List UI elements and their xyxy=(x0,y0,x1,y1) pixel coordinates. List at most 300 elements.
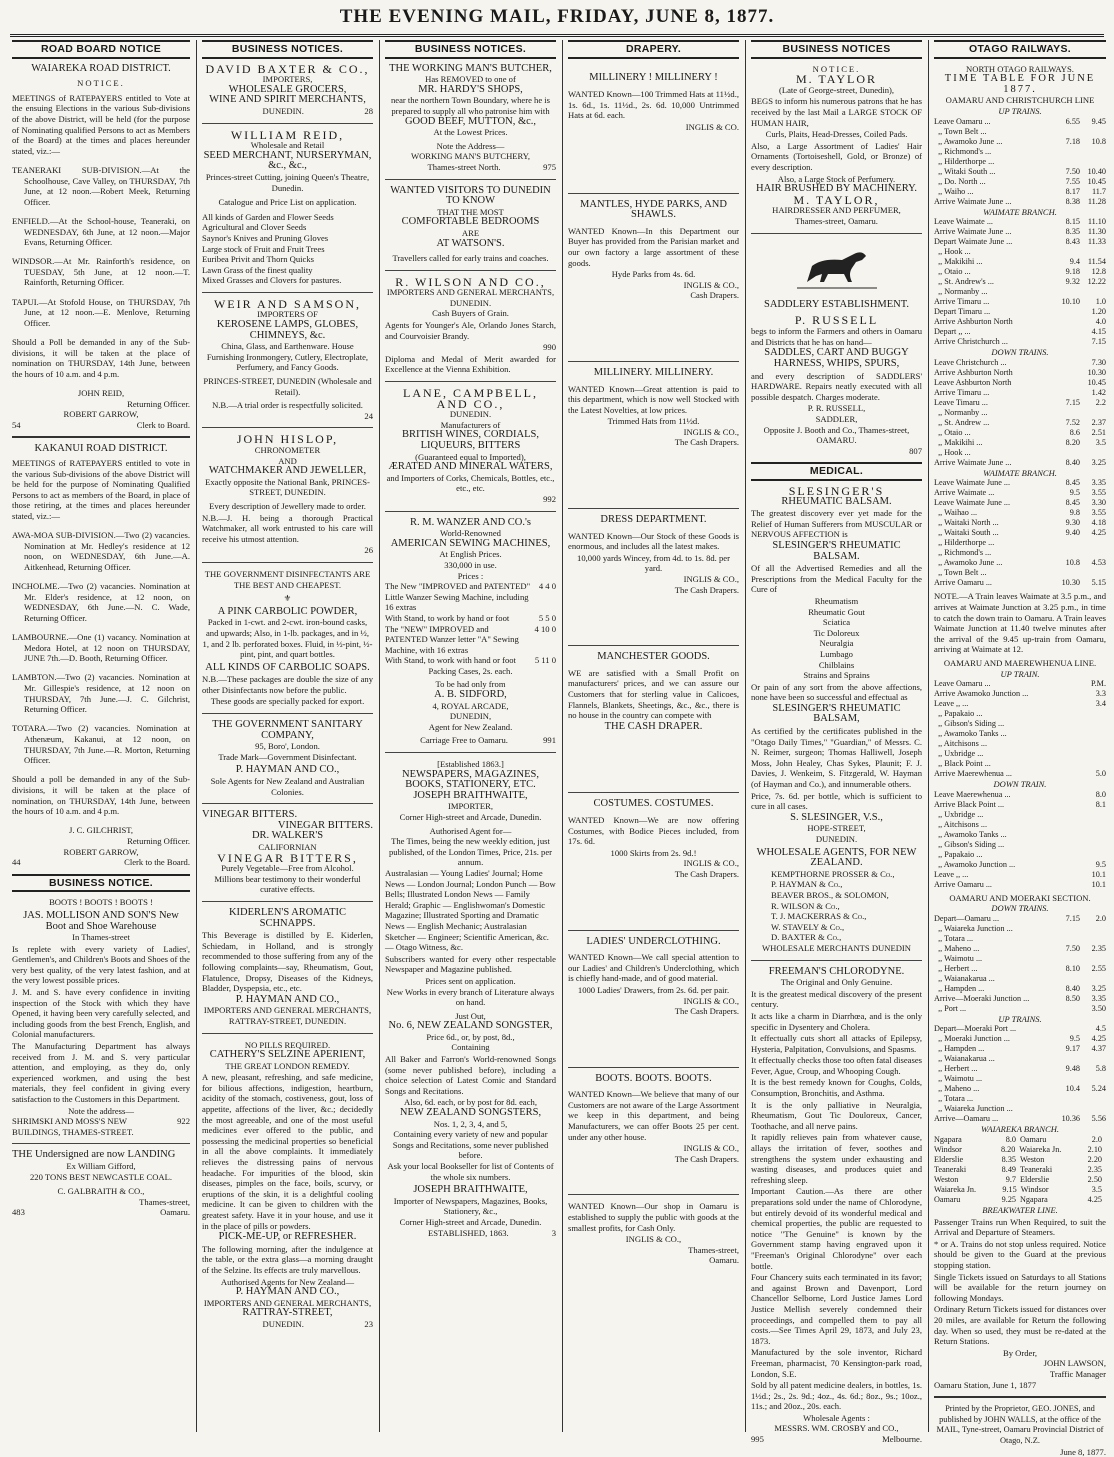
ad-line: IMPORTERS, xyxy=(262,74,313,85)
ad-line: VINEGAR BITTERS, xyxy=(217,850,358,865)
ad-address: Note the address— xyxy=(68,1105,134,1116)
train-time: Weston xyxy=(1020,1155,1045,1165)
notice-item: AWA-MOA SUB-DIVISION.—Two (2) vacancies. Nomination at Mr. Hedley's residence at 12 noon, on WEDNESDAY, 6th June.—A. Aitkenhead, Returning Officer. xyxy=(12,530,190,572)
ad-body: WANTED Known—In this Department our Buyer has provided from the Parisian market and our own factory a large assortment of these goods. xyxy=(568,225,739,268)
train-time: 9.30 xyxy=(1065,518,1080,528)
section-header: BUSINESS NOTICES. xyxy=(385,40,556,59)
ad-boots xyxy=(568,1074,739,1165)
train-time: 10.30 xyxy=(1087,367,1106,377)
train-time: 8.43 xyxy=(1065,237,1080,247)
ad-title: THE WORKING MAN'S BUTCHER, xyxy=(389,62,552,74)
signature-title: Returning Officer. xyxy=(127,835,190,846)
train-time: 5.0 xyxy=(1095,769,1106,779)
ad-body: Important Caution.—As there are other preparations sold under the name of Chlorodyne, but entirely devoid of its wonderful medical and chemical properties, the public are requested to notice "The Genuine" is known by the Government stamp having engraved upon it "Freeman's Original Chlorodyne" over each bottle. xyxy=(751,1186,922,1271)
train-time xyxy=(1054,378,1080,388)
train-time: 9.17 xyxy=(1065,1044,1080,1054)
timetable-row xyxy=(934,297,1106,307)
train-time: 9.32 xyxy=(1065,277,1080,287)
ad-title: DAVID BAXTER & CO., xyxy=(205,61,370,76)
train-time xyxy=(1054,1004,1080,1014)
station-name: ,, Uxbridge ... xyxy=(934,749,984,759)
timetable-row xyxy=(934,840,1106,850)
train-time: 4.25 xyxy=(1091,1034,1106,1044)
ad-signature: THE CASH DRAPER. xyxy=(604,720,703,732)
timetable-direction: UP TRAINS. xyxy=(998,1013,1042,1024)
ad-address: Opposite J. Booth and Co., Thames-street, OAMARU. xyxy=(763,424,910,446)
ad-signature: INGLIS & CO., xyxy=(683,1143,739,1154)
ad-signature: INGLIS & CO., xyxy=(683,995,739,1006)
timetable-row xyxy=(934,518,1106,528)
ad-body: As certified by the certificates published in the "Otago Daily Times," "Guardian," of Messrs. C. N. Reimer, surgeon; Thomas Halliwell, Joseph Moss, John Healey, Chas Sykes, Plaunit; F. J. Davies, J. Wenkeim, S. Fitzgerald, W. Hayman (of Hayman and Co.), and innumerable others. xyxy=(751,726,922,790)
timetable-row xyxy=(934,568,1106,578)
station-name: Leave Oamaru ... xyxy=(934,679,991,689)
ad-title: MILLINERY ! MILLINERY ! xyxy=(589,71,718,83)
train-time xyxy=(1054,538,1080,548)
station-name: Oamaru xyxy=(934,1195,961,1205)
ad-mantles xyxy=(568,200,739,301)
ad-line: Cash Buyers of Grain. xyxy=(432,308,509,319)
ad-line: Hyde Parks from 4s. 6d. xyxy=(611,269,696,280)
ad-list: All kinds of Garden and Flower Seeds Agricultural and Clover Seeds Saynor's Knives and Pruning Gloves Large stock of Fruit and Fruit Trees Euribea Privit and Thorn Quicks Lawn Grass of the finest quality Mixed Grasses and Clovers for pastures. xyxy=(202,211,342,286)
ad-signature: C. GALBRAITH & CO., xyxy=(57,1186,145,1197)
ad-galbraith xyxy=(12,1150,190,1218)
divider xyxy=(751,960,922,961)
ad-line: Millions bear testimony to their wonderful curative effects. xyxy=(214,873,361,895)
station-name: ,, Hampden ... xyxy=(934,1044,985,1054)
timetable-note: NOTE.—A Train leaves Waimate at 3.5 p.m., and arrives at Waimate Junction at 3.25 p.m., in time to catch the down train to Oamaru. A Train leaves Waimate Junction at 11.40 twelve minutes after the arrival of the 9.45 up-train from Oamaru, arriving at Waimate at 12. xyxy=(934,591,1106,655)
ad-number: 922 xyxy=(177,1116,190,1127)
ad-line: WHOLESALE MERCHANTS DUNEDIN xyxy=(762,942,911,953)
timetable-row xyxy=(934,1175,1106,1185)
section-header: BUSINESS NOTICE. xyxy=(12,874,190,893)
timetable-row xyxy=(934,729,1106,739)
train-time: 10.36 xyxy=(1061,1114,1080,1124)
station-name: ,, Hook ... xyxy=(934,447,971,457)
section-header: ROAD BOARD NOTICE xyxy=(12,40,190,59)
ad-line: WATCHMAKER AND JEWELLER, xyxy=(208,465,367,477)
timetable-row xyxy=(934,924,1106,934)
train-time: 11.7 xyxy=(1091,186,1106,196)
train-time: 8.0 xyxy=(1005,1135,1016,1145)
timetable-subtitle: NORTH OTAGO RAILWAYS. xyxy=(966,63,1074,74)
train-time xyxy=(1054,368,1080,378)
ad-line: To be had only from xyxy=(435,679,506,690)
ad-title: DRESS DEPARTMENT. xyxy=(600,514,707,526)
divider xyxy=(385,179,556,180)
station-name: Arrive Oamaru ... xyxy=(934,879,992,889)
train-time xyxy=(1054,157,1080,167)
timetable-row xyxy=(934,257,1106,267)
ad-signature: S. SLESINGER, V.S., xyxy=(790,811,883,823)
ad-signature: P. R. RUSSELL, xyxy=(807,403,866,414)
train-time xyxy=(1080,934,1106,944)
timetable-row xyxy=(934,860,1106,870)
ad-body: Or pain of any sort from the above affections, none have been so successful and effectual as xyxy=(751,681,922,703)
ad-line: (Guaranteed equal to Imported), xyxy=(415,451,526,462)
train-time: 7.30 xyxy=(1091,357,1106,367)
timetable-row xyxy=(934,508,1106,518)
station-name: ,, St. Andrew's ... xyxy=(934,277,994,287)
ad-line: SADDLER, xyxy=(815,414,858,425)
divider xyxy=(202,901,373,902)
timetable-row xyxy=(934,247,1106,257)
train-time xyxy=(1054,388,1080,398)
ad-line: WHOLESALE AGENTS, FOR NEW ZEALAND. xyxy=(756,846,917,869)
station-name: Depart—Moeraki Port ... xyxy=(934,1024,1017,1034)
ad-slesinger xyxy=(751,486,922,954)
notice-title: NOTICE. xyxy=(77,78,125,89)
timetable-row xyxy=(934,538,1106,548)
ad-line: BRITISH WINES, CORDIALS, LIQUEURS, BITTERS xyxy=(402,429,539,451)
ad-line: AMERICAN SEWING MACHINES, xyxy=(390,537,551,549)
ad-line: GOOD BEEF, MUTTON, &c., xyxy=(404,115,537,127)
timetable-row xyxy=(934,1155,1106,1165)
timetable-row xyxy=(934,157,1106,167)
timetable-row xyxy=(934,117,1106,127)
column-drapery xyxy=(568,40,739,1432)
ad-title: CATHERY'S SELZINE APERIENT, xyxy=(209,1049,366,1061)
station-name: ,, Richmond's ... xyxy=(934,548,992,558)
station-name: Arrive Timaru ... xyxy=(934,387,990,397)
ad-cathery xyxy=(202,1040,373,1330)
column-rule xyxy=(196,40,197,1432)
ad-millinery xyxy=(568,73,739,133)
train-time: 3.55 xyxy=(1091,508,1106,518)
ad-manchester xyxy=(568,652,739,732)
train-time: 11.33 xyxy=(1087,237,1106,247)
timetable-note: Passenger Trains run When Required, to suit the Arrival and Departure of Steamers. xyxy=(934,1216,1106,1238)
station-name: ,, Waianakarua ... xyxy=(934,1054,995,1064)
train-time xyxy=(1080,749,1106,759)
ad-line: Princes-street Cutting, joining Queen's Theatre, Dunedin. xyxy=(205,171,370,193)
train-time: 1.20 xyxy=(1091,307,1106,317)
station-name: ,, Moeraki Junction ... xyxy=(934,1034,1010,1044)
train-time xyxy=(1054,1104,1080,1114)
train-time xyxy=(1080,830,1106,840)
ad-body: and every description of SADDLERS' HARDWARE. Repairs neatly executed with all possible despatch. Charges moderate. xyxy=(751,370,922,402)
ad-line: IMPORTERS AND GENERAL MERCHANTS, xyxy=(386,287,555,298)
train-time: Ngapara xyxy=(1020,1195,1048,1205)
train-time: 10.45 xyxy=(1087,176,1106,186)
section-header: BUSINESS NOTICES xyxy=(751,40,922,59)
ad-line: [Established 1863.] xyxy=(437,759,504,770)
train-time: 8.17 xyxy=(1065,186,1080,196)
timetable-row xyxy=(934,790,1106,800)
timetable-row xyxy=(934,458,1106,468)
poll-text: Should a Poll be demanded in any of the Sub-divisions, it will be taken at the place of nomination on THURSDAY, 14th June, between the hours of 10 a.m. and 4 p.m. xyxy=(12,337,190,379)
timetable-table xyxy=(934,117,1106,207)
ad-title: VINEGAR BITTERS. xyxy=(202,809,298,821)
ad-body: WANTED Known—100 Trimmed Hats at 11½d., 1s. 6d., 1s. 11½d., 2s. 6d. 10,000 Untrimmed Hats at 6d. each. xyxy=(568,89,739,121)
timetable-row xyxy=(934,388,1106,398)
train-time: 9.48 xyxy=(1065,1064,1080,1074)
timetable-row xyxy=(934,267,1106,277)
ad-body: J. M. and S. have every confidence in inviting inspection of the Stock with which they have Opened, it having been very carefully selected, and including goods from the best French, English, and Colonial manufacturers. xyxy=(12,987,190,1040)
train-time xyxy=(1080,759,1106,769)
ad-address: SHRIMSKI AND MOSS'S NEW BUILDINGS, THAMES-STREET. xyxy=(12,1116,134,1137)
station-name: Elderslie xyxy=(934,1155,964,1165)
timetable-direction: WAIMATE BRANCH. xyxy=(983,206,1057,217)
ad-line: Prices : xyxy=(457,570,484,581)
ad-baxter xyxy=(202,61,373,117)
timetable-direction: DOWN TRAIN. xyxy=(993,779,1047,790)
ad-line: Importer of Newspapers, Magazines, Books, Stationery, &c., xyxy=(393,1195,548,1217)
timetable-table xyxy=(934,217,1106,347)
ad-headline: BOOTS ! BOOTS ! BOOTS ! xyxy=(49,897,153,908)
district-title: WAIAREKA ROAD DISTRICT. xyxy=(31,62,171,74)
ad-line: Trade Mark—Government Disinfectant. xyxy=(218,751,357,762)
timetable-row xyxy=(934,820,1106,830)
station-name: ,, Waimotu ... xyxy=(934,953,983,963)
timetable-row xyxy=(934,739,1106,749)
ad-line: SEED MERCHANT, NURSERYMAN, &c., &c., xyxy=(203,149,372,172)
ad-title: WEIR AND SAMSON, xyxy=(213,296,361,311)
train-time: 8.0 xyxy=(1095,789,1106,799)
ad-line: The Cash Drapers. xyxy=(674,584,739,595)
station-name: Depart Waimate June ... xyxy=(934,237,1013,247)
timetable-direction: UP TRAINS. xyxy=(998,105,1042,116)
train-time: 4.0 xyxy=(1095,317,1106,327)
divider xyxy=(385,270,556,271)
ad-mollison xyxy=(12,911,190,1137)
station-name: ,, Waianakarua ... xyxy=(934,973,995,983)
timetable-row xyxy=(934,337,1106,347)
notice-intro: MEETINGS of RATEPAYERS entitled to vote in the various Sub-divisions of the above District will be held for the purpose of Nominating Qualified Persons to act as members of the Board, in place of those retiring, at the times and places hereunder stated, viz.:— xyxy=(12,457,190,521)
ad-address: Corner High-street and Arcade, Dunedin. xyxy=(399,812,542,822)
price-value: 4 10 0 xyxy=(534,623,556,634)
station-name: Weston xyxy=(934,1175,959,1185)
train-time xyxy=(1080,408,1106,418)
divider xyxy=(568,193,739,194)
station-name: ,, Port ... xyxy=(934,1003,967,1013)
timetable-row xyxy=(934,317,1106,327)
train-time xyxy=(1080,840,1106,850)
ad-wanzer xyxy=(385,518,556,746)
ad-address: DUNEDIN. xyxy=(262,1318,304,1329)
train-time: 10.10 xyxy=(1061,297,1080,307)
station-name: ,, Gibson's Siding ... xyxy=(934,839,1005,849)
ad-line: The Cash Drapers. xyxy=(674,1006,739,1017)
train-time xyxy=(1054,568,1080,578)
divider xyxy=(202,713,373,714)
divider xyxy=(202,427,373,428)
timetable-row xyxy=(934,1165,1106,1175)
station-name: ,, Papakaio ... xyxy=(934,709,983,719)
price-item: The "NEW" IMPROVED and PATENTED Wanzer letter "A" Sewing Machine, with 16 extras xyxy=(385,623,519,655)
ad-body: WANTED Known—We call special attention to our Ladies' and Children's Underclothing, which is chiefly hand-made, and of good material. xyxy=(568,952,739,984)
train-time xyxy=(1080,719,1106,729)
ad-address: Thames-street, xyxy=(139,1196,190,1207)
train-time xyxy=(1080,974,1106,984)
ad-line: THE GREAT LONDON REMEDY. xyxy=(225,1060,350,1071)
ad-line: 330,000 in use. xyxy=(444,559,497,570)
ad-russell xyxy=(751,240,922,457)
ad-subtitle: In Thames-street xyxy=(72,932,130,943)
train-time xyxy=(1054,247,1080,257)
station-name: ,, Witaki South ... xyxy=(934,166,996,176)
notice-item: ENFIELD.—At the School-house, Teaneraki, on WEDNESDAY, 6th June, at 12 noon.—Major Evans, Returning Officer. xyxy=(12,215,190,248)
train-time xyxy=(1080,1074,1106,1084)
ad-line: Containing xyxy=(451,1042,490,1053)
timetable-line: OAMARU AND CHRISTCHURCH LINE xyxy=(945,95,1095,106)
ad-line: The Cash Drapers. xyxy=(674,868,739,879)
station-name: Ngapara xyxy=(934,1135,962,1145)
ad-butcher xyxy=(385,64,556,173)
ad-address: DUNEDIN. xyxy=(449,409,492,420)
train-time: 10.8 xyxy=(1065,558,1080,568)
ad-body: It is the only palliative in Neuralgia, Rheumatism, Gout Tic Douloreux, Cancer, Toothache, and all nerve pains. xyxy=(751,1099,922,1131)
train-time: 10.30 xyxy=(1061,578,1080,588)
timetable-row xyxy=(934,177,1106,187)
ad-line: 10,000 yards Wincey, from 4d. to 1s. 8d. per yard. xyxy=(577,552,730,574)
timetable-row xyxy=(934,277,1106,287)
timetable-table xyxy=(934,1024,1106,1124)
train-time: 10.4 xyxy=(1065,1084,1080,1094)
timetable-row xyxy=(934,418,1106,428)
timetable-row xyxy=(934,1104,1106,1114)
ad-line: Authorised Agents for New Zealand— xyxy=(220,1276,355,1287)
train-time xyxy=(1054,307,1080,317)
ad-line: Nos. 1, 2, 3, 4, and 5, xyxy=(433,1118,508,1129)
ad-line: MR. HARDY'S SHOPS, xyxy=(418,83,523,95)
train-time: 5.15 xyxy=(1091,578,1106,588)
ad-line: SLESINGER'S RHEUMATIC BALSAM, xyxy=(772,702,901,725)
ad-body: All Baker and Farron's World-renowned Songs (some never published before), including a choice selection of Latest Comic and Standard Songs and Recitations. xyxy=(385,1054,556,1096)
station-name: Leave Waimate June ... xyxy=(934,498,1011,508)
train-time xyxy=(1080,924,1106,934)
station-name: ,, Hilderthorpe ... xyxy=(934,538,995,548)
ad-title: MANTLES, HYDE PARKS, AND SHAWLS. xyxy=(580,198,727,221)
timetable-row xyxy=(934,498,1106,508)
train-time xyxy=(1080,247,1106,257)
timetable-row xyxy=(934,528,1106,538)
timetable-table xyxy=(934,790,1106,890)
train-time: 3.55 xyxy=(1091,488,1106,498)
divider xyxy=(12,1143,190,1144)
trade-mark-icon: ⚜ xyxy=(283,593,292,604)
ad-title: BOOTS. BOOTS. BOOTS. xyxy=(595,1072,712,1084)
timetable-row xyxy=(934,769,1106,779)
timetable-row xyxy=(934,880,1106,890)
price-value: 5 5 0 xyxy=(538,612,556,623)
divider xyxy=(202,803,373,804)
divider xyxy=(202,562,373,563)
ad-signature: JOSEPH BRAITHWAITE, xyxy=(413,1184,528,1196)
ad-line: 1000 Ladies' Drawers, from 2s. 6d. per pair. xyxy=(577,984,730,995)
ad-title: COSTUMES. COSTUMES. xyxy=(593,798,714,810)
ad-title: VINEGAR BITTERS. xyxy=(277,819,373,831)
ad-line: WHOLESALE GROCERS, xyxy=(228,83,347,95)
ad-line: SADDLES, CART AND BUGGY HARNESS, WHIPS, SPURS, xyxy=(764,347,909,370)
train-time: 8.20 xyxy=(1000,1145,1016,1155)
train-time: 9.7 xyxy=(1005,1175,1016,1185)
divider xyxy=(568,1067,739,1068)
ad-freeman xyxy=(751,967,922,1445)
ad-title: LADIES' UNDERCLOTHING. xyxy=(586,935,721,947)
timetable-row xyxy=(934,217,1106,227)
ad-signature: INGLIS & CO., xyxy=(683,574,739,585)
ad-body: It acts like a charm in Diarrhœa, and is the only specific in Dysentery and Cholera. xyxy=(751,1010,922,1032)
ad-body: Subscribers wanted for every other respectable Newspaper and Magazine published. xyxy=(385,953,556,975)
timetable-row xyxy=(934,187,1106,197)
station-name: Windsor xyxy=(934,1145,962,1155)
signature: J. C. GILCHRIST, xyxy=(68,825,134,836)
ad-address: Thames-street North. xyxy=(427,161,501,172)
section-header: BUSINESS NOTICES. xyxy=(202,40,373,59)
ad-body: WANTED Known—We are now offering Costumes, with Bodice Pieces included, from 17s. 6d. xyxy=(568,814,739,847)
ad-line: (Late of George-street, Dunedin), xyxy=(778,84,895,95)
ad-number: 3 xyxy=(551,1227,556,1238)
column-rule xyxy=(379,40,380,1432)
station-name: ,, Hilderthorpe ... xyxy=(934,156,995,166)
ad-line: Trimmed Hats from 11½d. xyxy=(607,416,700,427)
timetable-row xyxy=(934,994,1106,1004)
train-time: 2.35 xyxy=(1087,1165,1102,1175)
train-time: 7.15 xyxy=(1065,397,1080,407)
timetable-title: TIME TABLE FOR JUNE 1877. xyxy=(944,73,1096,95)
ad-line: N.B.—A trial order is respectfully solicited. xyxy=(212,400,363,411)
ad-line: Also, 6d. each, or by post for 8d. each, xyxy=(404,1097,537,1108)
timetable-row xyxy=(934,830,1106,840)
section-header: DRAPERY. xyxy=(568,40,739,59)
ad-line: Packing Cases, 2s. each. xyxy=(428,665,513,676)
ad-body: This Beverage is distilled by E. Kiderlen, Schiedam, in Holland, and is strongly recommended to those suffering from any of the following complaints—say, Rheumatism, Gout, Flatulence, Dropsy, Diseases of the Kidneys, Bladder, Dyspepsia, etc., etc. xyxy=(202,930,373,994)
ad-line: RATTRAY-STREET, xyxy=(242,1307,333,1319)
train-time xyxy=(1080,1104,1106,1114)
train-time xyxy=(1054,1094,1080,1104)
station-name: Leave Ashburton North xyxy=(934,377,1012,387)
ad-body: A new, pleasant, refreshing, and safe medicine, for bilious affections, indigestion, heartburn, acidity of the stomach, costiveness, gout, loss of appetite, affections of the liver, &c.; decidedly the most agreeable, and one of the most useful medicines ever offered to the public, and possessing the medicinal properties so beneficial in all the above complaints. It immediately relieves the distressing pains of nervous headache. For impurities of the blood, skin diseases, pimples on the face, boils, scurvy, or eruptions of the skin, it is a delightful cooling medicine. It can be given to children with the greatest safety. Have it in your house, and use it in the place of pills or powders. xyxy=(202,1072,373,1231)
station-name: Arrive Maerewhenua ... xyxy=(934,769,1012,779)
train-time: 3.4 xyxy=(1095,699,1106,709)
timetable-direction: WAIAREKA BRANCH. xyxy=(980,1124,1060,1135)
train-time xyxy=(1054,548,1080,558)
notice-item: LAMBOURNE.—One (1) vacancy. Nomination at Medora Hotel, at 12 noon on THURSDAY, JUNE 7th.—D. Booth, Returning Officer. xyxy=(12,632,190,664)
train-time xyxy=(1054,974,1080,984)
signature: JOHN REID, xyxy=(77,388,125,398)
ad-line: NOTICE. xyxy=(812,63,861,74)
ad-body: Ask your local Bookseller for list of Contents of the whole six numbers. xyxy=(387,1161,554,1182)
train-time: 2.0 xyxy=(1095,913,1106,923)
ad-body: Sold by all patent medicine dealers, in bottles, 1s. 1½d.; 2s., 2s. 9d.; 4oz., 4s. 6d.; 8oz., 9s.; 10oz., 11s.; and 20oz., 20s. each. xyxy=(751,1380,922,1412)
train-time: 3.35 xyxy=(1091,993,1106,1003)
train-time: 10.1 xyxy=(1091,869,1106,879)
ad-line: ARE xyxy=(461,227,480,238)
ad-address: Exactly opposite the National Bank, PRINCES-STREET, DUNEDIN. xyxy=(205,476,370,498)
timetable-row xyxy=(934,167,1106,177)
train-time: 9.25 xyxy=(1001,1195,1016,1205)
station-name: ,, Waiareka Junction ... xyxy=(934,923,1013,933)
signature-title: Clerk to the Board. xyxy=(124,857,190,868)
station-name: Arrive—Moeraki Junction ... xyxy=(934,993,1030,1003)
ad-line: CHRONOMETER xyxy=(254,445,321,455)
station-name: ,, Waitaki South ... xyxy=(934,528,999,538)
train-time xyxy=(1080,850,1106,860)
station-name: Leave Christchurch ... xyxy=(934,357,1007,367)
ad-title: FREEMAN'S CHLORODYNE. xyxy=(768,965,905,977)
timetable-row xyxy=(934,1094,1106,1104)
ad-line: NEW ZEALAND SONGSTERS, xyxy=(399,1107,542,1119)
timetable-row xyxy=(934,488,1106,498)
ad-line: SLESINGER'S RHEUMATIC BALSAM. xyxy=(772,539,901,562)
train-time xyxy=(1054,1054,1080,1064)
price-item: With Stand, to work with hand or foot xyxy=(385,655,516,666)
timetable-row xyxy=(934,914,1106,924)
ad-list: KEMPTHORNE PROSSER & Co., P. HAYMAN & Co., BEAVER BROS., & SOLOMON, R. WILSON & Co., T. J. MACKERRAS & Co., W. STAVELY & Co., D. BAXTER & Co., xyxy=(771,868,895,943)
ad-title: M. TAYLOR xyxy=(795,72,878,87)
timetable-row xyxy=(934,954,1106,964)
train-time xyxy=(1054,337,1080,347)
